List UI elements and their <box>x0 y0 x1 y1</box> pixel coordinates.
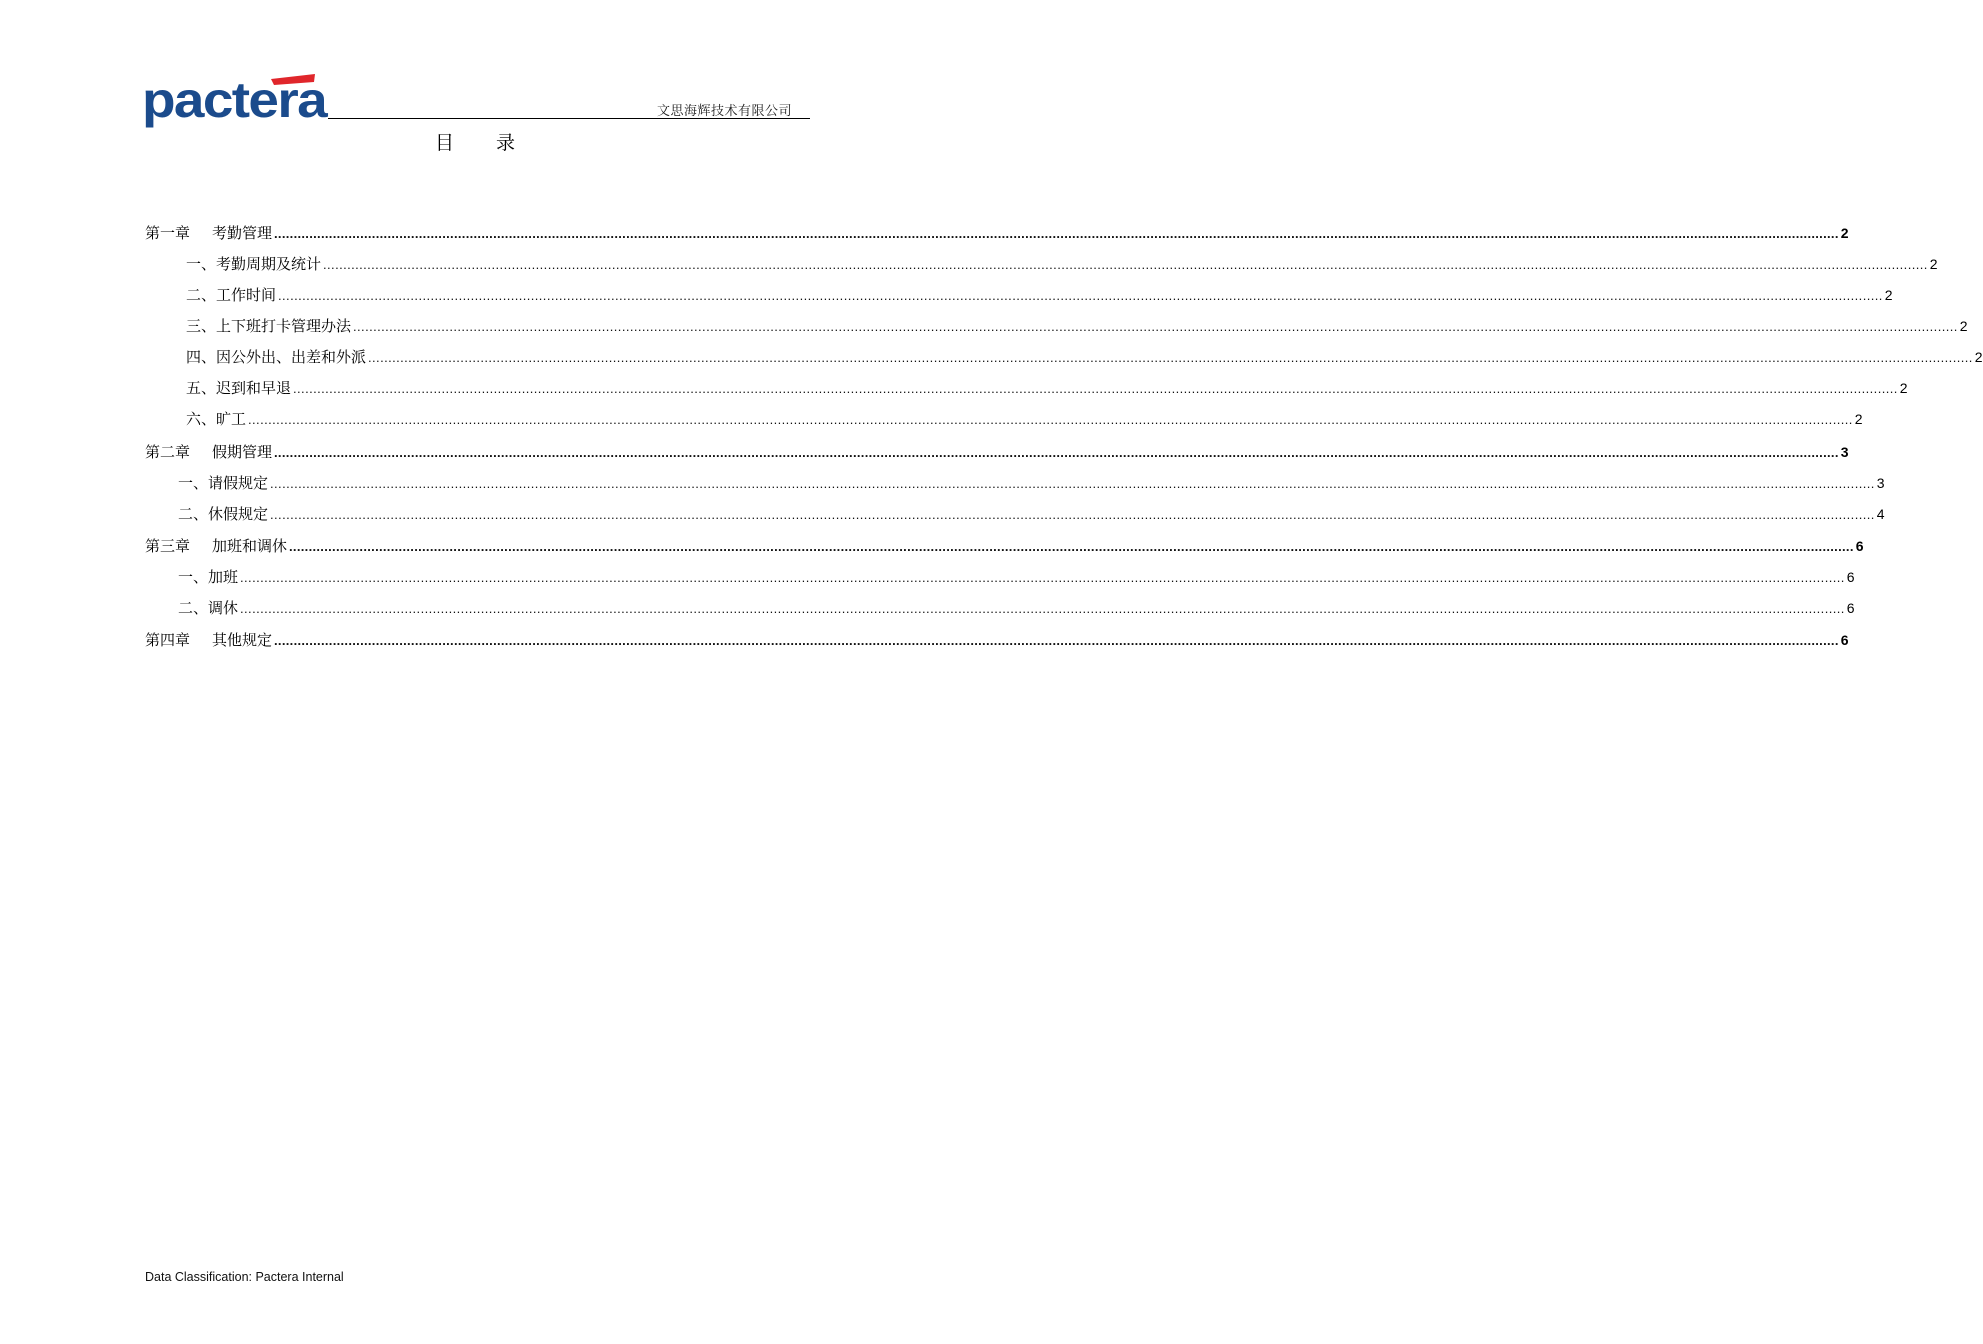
toc-page-number: 4 <box>1876 506 1885 522</box>
toc-chapter-entry[interactable] <box>145 222 1849 246</box>
toc-page-number: 6 <box>1855 538 1864 554</box>
toc-page-number: 6 <box>1846 569 1855 585</box>
toc-dot-leader: ................................................................................................................................................................................................................................................................................................................................................................................................................ <box>274 226 1839 241</box>
toc-dot-leader: ................................................................................................................................................................................................................................................................................................................................................................................................................ <box>278 288 1883 303</box>
toc-entry-number: 六、 <box>186 410 217 428</box>
toc-entry-number: 二、 <box>186 286 217 304</box>
toc-chapter-entry[interactable] <box>145 441 1849 465</box>
toc-entry-number: 四、 <box>186 348 217 366</box>
toc-entry-title: 加班和调休 <box>212 537 288 555</box>
toc-entry-label <box>145 253 321 274</box>
toc-page-number: 2 <box>1899 380 1908 396</box>
toc-entry-number: 第一章 <box>145 224 191 242</box>
toc-dot-leader: ................................................................................................................................................................................................................................................................................................................................................................................................................ <box>248 412 1853 427</box>
toc-page-number: 2 <box>1854 411 1863 427</box>
toc-section-entry[interactable] <box>145 472 1885 496</box>
toc-section-entry[interactable] <box>145 253 1938 277</box>
toc-entry-title: 考勤周期及统计 <box>216 255 322 273</box>
toc-dot-leader: ................................................................................................................................................................................................................................................................................................................................................................................................................ <box>323 257 1928 272</box>
toc-entry-label <box>145 284 276 305</box>
toc-dot-leader: ................................................................................................................................................................................................................................................................................................................................................................................................................ <box>240 570 1845 585</box>
toc-section-entry[interactable] <box>145 597 1855 621</box>
toc-entry-title: 因公外出、出差和外派 <box>216 348 367 366</box>
toc-entry-number: 五、 <box>186 379 217 397</box>
toc-entry-label <box>145 566 238 587</box>
logo-wordmark: pactera <box>142 72 329 128</box>
toc-chapter-entry[interactable] <box>145 629 1849 653</box>
page-header <box>142 70 810 128</box>
toc-chapter-entry[interactable] <box>145 535 1864 559</box>
toc-section-entry[interactable] <box>145 408 1863 432</box>
toc-page-number: 6 <box>1846 600 1855 616</box>
toc-page-number: 2 <box>1959 318 1968 334</box>
toc-entry-number: 一、 <box>178 568 209 586</box>
toc-page-number: 2 <box>1929 256 1938 272</box>
toc-entry-title: 考勤管理 <box>212 224 273 242</box>
toc-entry-title: 假期管理 <box>212 443 273 461</box>
toc-dot-leader: ................................................................................................................................................................................................................................................................................................................................................................................................................ <box>274 633 1839 648</box>
toc-entry-title: 工作时间 <box>216 286 277 304</box>
toc-page-number: 2 <box>1840 225 1849 241</box>
toc-entry-number: 一、 <box>178 474 209 492</box>
toc-entry-label <box>145 472 268 493</box>
toc-entry-title: 旷工 <box>216 410 247 428</box>
toc-dot-leader: ................................................................................................................................................................................................................................................................................................................................................................................................................ <box>270 507 1875 522</box>
toc-section-entry[interactable] <box>145 346 1983 370</box>
toc-dot-leader: ................................................................................................................................................................................................................................................................................................................................................................................................................ <box>353 319 1958 334</box>
toc-section-entry[interactable] <box>145 315 1968 339</box>
toc-dot-leader: ................................................................................................................................................................................................................................................................................................................................................................................................................ <box>289 539 1854 554</box>
toc-entry-label <box>145 377 291 398</box>
toc-dot-leader: ................................................................................................................................................................................................................................................................................................................................................................................................................ <box>240 601 1845 616</box>
toc-entry-title: 迟到和早退 <box>216 379 292 397</box>
toc-page-number: 3 <box>1840 444 1849 460</box>
toc-entry-number: 二、 <box>178 505 209 523</box>
toc-section-entry[interactable] <box>145 377 1908 401</box>
toc-entry-label <box>145 441 272 462</box>
toc-title-part2: 录 <box>496 132 516 154</box>
toc-entry-number: 第四章 <box>145 631 191 649</box>
toc-entry-title: 其他规定 <box>212 631 273 649</box>
toc-dot-leader: ................................................................................................................................................................................................................................................................................................................................................................................................................ <box>368 350 1973 365</box>
toc-section-entry[interactable] <box>145 566 1855 590</box>
toc-entry-number: 一、 <box>186 255 217 273</box>
toc-entry-number: 二、 <box>178 599 209 617</box>
toc-section-entry[interactable] <box>145 503 1885 527</box>
toc-page-number: 2 <box>1884 287 1893 303</box>
toc-entry-title: 调休 <box>208 599 239 617</box>
toc-entry-title: 休假规定 <box>208 505 269 523</box>
toc-entry-title: 加班 <box>208 568 239 586</box>
toc-page-number: 3 <box>1876 475 1885 491</box>
toc-entry-label <box>145 597 238 618</box>
toc-entry-label <box>145 629 272 650</box>
toc-entry-number: 第二章 <box>145 443 191 461</box>
toc-section-entry[interactable] <box>145 284 1893 308</box>
toc-dot-leader: ................................................................................................................................................................................................................................................................................................................................................................................................................ <box>270 476 1875 491</box>
toc-entry-number: 第三章 <box>145 537 191 555</box>
toc-title-part1: 目 <box>434 132 454 154</box>
toc-entry-title: 请假规定 <box>208 474 269 492</box>
toc-entry-label <box>145 408 246 429</box>
toc-entry-label <box>145 535 287 556</box>
toc-entry-label <box>145 503 268 524</box>
toc-dot-leader: ................................................................................................................................................................................................................................................................................................................................................................................................................ <box>293 381 1898 396</box>
toc-page-number: 2 <box>1974 349 1983 365</box>
toc-dot-leader: ................................................................................................................................................................................................................................................................................................................................................................................................................ <box>274 445 1839 460</box>
toc-page-number: 6 <box>1840 632 1849 648</box>
toc-entry-label <box>145 346 366 367</box>
pactera-logo <box>142 70 330 126</box>
toc-title <box>0 128 950 155</box>
toc-entry-label <box>145 222 272 243</box>
header-company-name: 文思海辉技术有限公司 <box>656 104 792 119</box>
toc-entry-number: 三、 <box>186 317 217 335</box>
toc-entry-title: 上下班打卡管理办法 <box>216 317 352 335</box>
toc-entry-label <box>145 315 351 336</box>
footer-classification: Data Classification: Pactera Internal <box>145 1270 344 1284</box>
